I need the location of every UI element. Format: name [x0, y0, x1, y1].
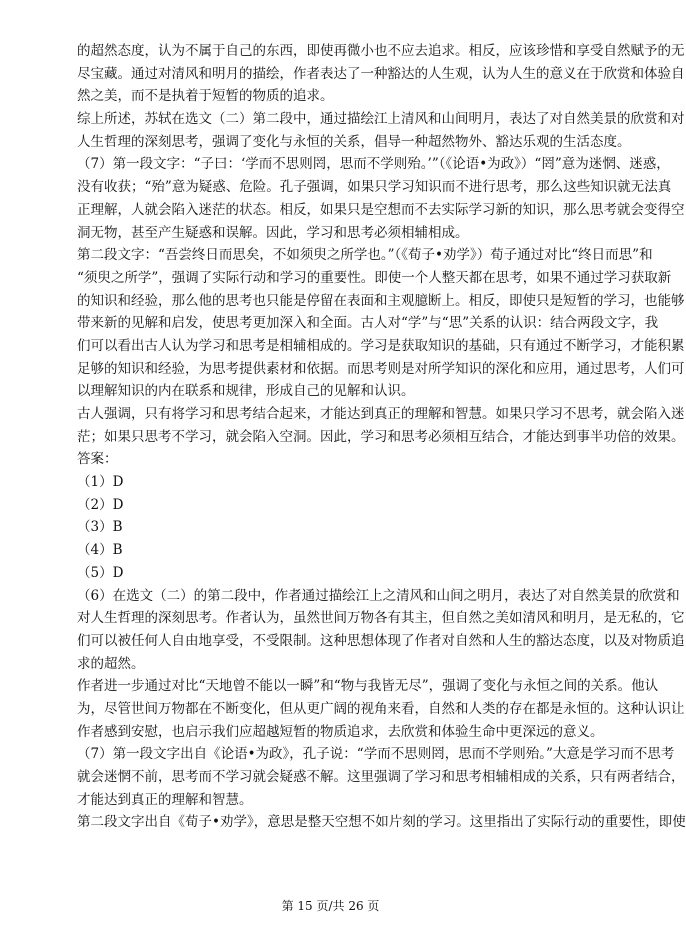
text-line: 以理解知识的内在联系和规律，形成自己的见解和认识。 [77, 383, 415, 400]
paragraph [77, 811, 686, 834]
text-line: （7）第一段文字出自《论语•为政》，孔子说：“学而不思则罔，思而不学则殆。”大意是学习而不思考 [77, 746, 675, 763]
text-line: （7）第一段文字：“子曰：‘学而不思则罔，思而不学则殆。’”（《论语•为政》）“罔”意为迷惘、迷惑， [77, 156, 670, 173]
paragraph [77, 108, 685, 153]
text-line: 然之美，而不是执着于短暂的物质的追求。 [77, 88, 334, 105]
text-line: 为，尽管世间万物都在不断变化，但从更广阔的视角来看，自然和人类的存在都是永恒的。这种认识让 [77, 700, 685, 717]
text-line: 对人生哲理的深刻思考。作者认为，虽然世间万物各有其主，但自然之美如清风和明月，是无私的，它 [77, 610, 685, 627]
paragraph [77, 516, 590, 539]
text-line: 古人强调，只有将学习和思考结合起来，才能达到真正的理解和智慧。如果只学习不思考，就会陷入迷 [77, 406, 685, 422]
paragraph [77, 244, 685, 403]
text-line: 带来新的见解和启发，使思考更加深入和全面。古人对“学”与“思”关系的认识：结合两段文字，我 [77, 315, 659, 332]
text-line: 作者进一步通过对比“天地曾不能以一瞬”和“物与我皆无尽”，强调了变化与永恒之间的关系。他认 [77, 678, 659, 695]
text-line: （6）在选文（二）的第二段中，作者通过描绘江上之清风和山间之明月，表达了对自然美景的欣赏和 [77, 587, 680, 604]
text-line: （2）D [77, 496, 124, 513]
paragraph [77, 585, 685, 676]
text-line: 人生哲理的深刻思考，强调了变化与永恒的关系，倡导一种超然物外、豁达乐观的生活态度。 [77, 133, 631, 150]
paragraph [77, 562, 590, 585]
page-number: 第 15 页/共 26 页 [281, 899, 380, 913]
text-line: “须臾之所学”，强调了实际行动和学习的重要性。即使一个人整天都在思考，如果不通过学习获取新 [77, 269, 672, 286]
text-line: （4）B [77, 542, 123, 559]
text-line: （1）D [77, 474, 124, 491]
text-line: 的知识和经验，那么他的思考也只能是停留在表面和主观臆断上。相反，即使只是短暂的学习，也能够 [77, 292, 685, 309]
text-line: 答案： [77, 451, 118, 468]
paragraph [77, 494, 590, 517]
text-line: 求的超然。 [77, 655, 145, 672]
text-line: 茫；如果只思考不学习，就会陷入空洞。因此，学习和思考必须相互结合，才能达到事半功倍的效果。 [77, 428, 685, 445]
document-body [77, 40, 686, 834]
text-line: 第二段文字：“吾尝终日而思矣，不如须臾之所学也。”（《荀子•劝学》）荀子通过对比“终日而思”和 [77, 247, 653, 264]
text-line: 的超然态度，认为不属于自己的东西，即使再微小也不应去追求。相反，应该珍惜和享受自然赋予的无 [77, 43, 685, 59]
paragraph [77, 448, 590, 471]
text-line: 综上所述，苏轼在选文（二）第二段中，通过描绘江上清风和山间明月，表达了对自然美景的欣赏和对 [77, 111, 685, 128]
text-line: 才能达到真正的理解和智慧。 [77, 791, 253, 808]
text-line: 洞无物，甚至产生疑惑和误解。因此，学习和思考必须相辅相成。 [77, 224, 469, 241]
text-line: 就会迷惘不前，思考而不学习就会疑惑不解。这里强调了学习和思考相辅相成的关系，只有两者结合， [77, 769, 685, 785]
paragraph [77, 153, 685, 244]
paragraph [77, 539, 590, 562]
text-line: 正理解，人就会陷入迷茫的状态。相反，如果只是空想而不去实际学习新的知识，那么思考就会变得空 [77, 201, 685, 218]
paragraph [77, 471, 590, 494]
text-line: 没有收获；“殆”意为疑惑、危险。孔子强调，如果只学习知识而不进行思考，那么这些知识就无法真 [77, 179, 672, 196]
text-line: 们可以被任何人自由地享受，不受限制。这种思想体现了作者对自然和人生的豁达态度，以及对物质追 [77, 632, 685, 649]
text-line: 尽宝藏。通过对清风和明月的描绘，作者表达了一种豁达的人生观，认为人生的意义在于欣赏和体验自 [77, 65, 685, 82]
text-line: （5）D [77, 564, 124, 581]
text-line: （3）B [77, 519, 123, 536]
paragraph [77, 675, 685, 743]
text-line: 作者感到安慰，也启示我们应超越短暂的物质追求，去欣赏和体验生命中更深远的意义。 [77, 723, 604, 740]
paragraph [77, 743, 685, 811]
paragraph [77, 40, 685, 108]
text-line: 们可以看出古人认为学习和思考是相辅相成的。学习是获取知识的基础，只有通过不断学习，才能积累 [77, 337, 685, 354]
text-line: 足够的知识和经验，为思考提供素材和依据。而思考则是对所学知识的深化和应用，通过思考，人们可 [77, 360, 685, 377]
paragraph [77, 403, 685, 448]
text-line: 第二段文字出自《荀子•劝学》，意思是整天空想不如片刻的学习。这里指出了实际行动的重要性，即使 [77, 814, 686, 831]
